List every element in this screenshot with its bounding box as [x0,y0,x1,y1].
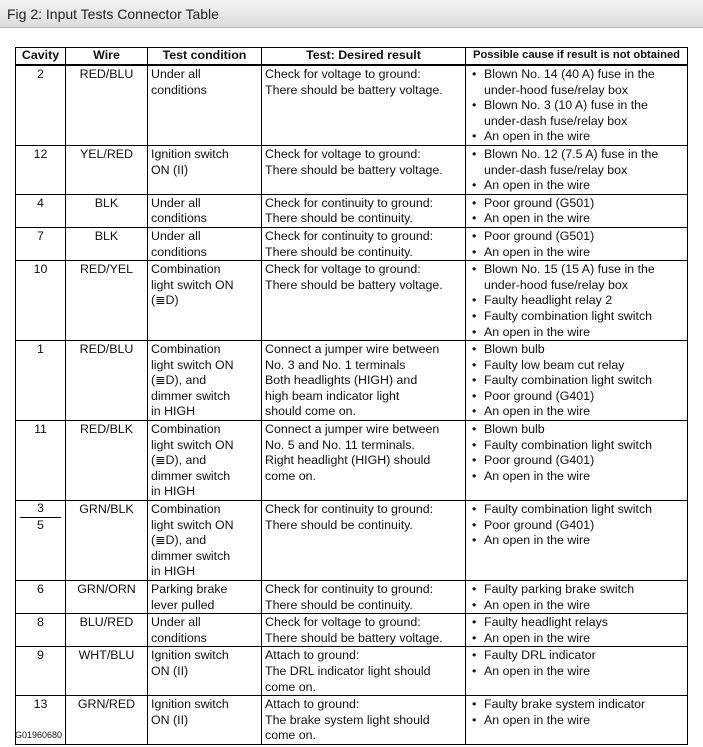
possible-cause-item: • Poor ground (G501) [469,196,684,212]
possible-cause-list [469,196,684,227]
possible-cause-item: • Blown No. 3 (10 A) fuse in the under-dash fuse/relay box [469,98,684,129]
wire-color-cell: BLK [66,227,148,260]
possible-cause-cell [466,194,688,227]
cavity-cell: 7 [16,227,66,260]
possible-cause-item: • Faulty combination light switch [469,438,684,454]
connector-table-wrapper [15,47,688,745]
table-row [16,194,688,227]
test-condition-cell: Ignition switch ON (II) [148,696,262,745]
table-row [16,145,688,194]
possible-cause-item: • An open in the wire [469,211,684,227]
possible-cause-item: • Blown No. 15 (15 A) fuse in the under-hood fuse/relay box [469,262,684,293]
possible-cause-item: • An open in the wire [469,664,684,680]
cavity-cell: 12 [16,145,66,194]
possible-cause-list [469,147,684,194]
wire-color-cell: GRN/ORN [66,581,148,614]
possible-cause-cell [466,341,688,421]
table-row [16,696,688,745]
figure-title: Fig 2: Input Tests Connector Table [7,6,219,22]
table-row [16,421,688,501]
wire-color-cell: GRN/BLK [66,501,148,581]
possible-cause-item: • Blown No. 14 (40 A) fuse in the under-hood fuse/relay box [469,67,684,98]
col-header-desired-result: Test: Desired result [262,48,466,66]
test-condition-cell: Combination light switch ON (≣D), and dimmer switch in HIGH [148,341,262,421]
possible-cause-item: • An open in the wire [469,713,684,729]
possible-cause-item: • Faulty combination light switch [469,373,684,389]
table-row [16,65,688,145]
wire-color-cell: YEL/RED [66,145,148,194]
possible-cause-item: • Faulty combination light switch [469,309,684,325]
wire-color-cell: RED/BLU [66,65,148,145]
possible-cause-item: • An open in the wire [469,533,684,549]
desired-result-cell: Connect a jumper wire between No. 3 and No. 1 terminals Both headlights (HIGH) and high beam indicator light should come on. [262,341,466,421]
cavity-cell: 9 [16,647,66,696]
possible-cause-cell [466,501,688,581]
possible-cause-cell [466,581,688,614]
possible-cause-cell [466,145,688,194]
possible-cause-item: • An open in the wire [469,178,684,194]
possible-cause-cell [466,696,688,745]
desired-result-cell: Check for continuity to ground: There should be continuity. [262,194,466,227]
col-header-test-condition: Test condition [148,48,262,66]
test-condition-cell: Combination light switch ON (≣D), and dimmer switch in HIGH [148,421,262,501]
cavity-cell: 6 [16,581,66,614]
col-header-possible-cause: Possible cause if result is not obtained [466,48,688,66]
wire-color-cell: BLK [66,194,148,227]
wire-color-cell: WHT/BLU [66,647,148,696]
possible-cause-item: • Faulty low beam cut relay [469,358,684,374]
test-condition-cell: Ignition switch ON (II) [148,145,262,194]
desired-result-cell: Attach to ground: The DRL indicator light should come on. [262,647,466,696]
possible-cause-cell [466,65,688,145]
wire-color-cell: BLU/RED [66,614,148,647]
test-condition-cell: Combination light switch ON (≣D) [148,261,262,341]
wire-color-cell: GRN/RED [66,696,148,745]
possible-cause-item: • An open in the wire [469,245,684,261]
table-row [16,341,688,421]
test-condition-cell: Under all conditions [148,65,262,145]
possible-cause-list [469,502,684,549]
desired-result-cell: Connect a jumper wire between No. 5 and No. 11 terminals. Right headlight (HIGH) should come on. [262,421,466,501]
table-row [16,647,688,696]
table-body [16,65,688,744]
possible-cause-item: • An open in the wire [469,404,684,420]
cavity-cell: 4 [16,194,66,227]
wire-color-cell: RED/YEL [66,261,148,341]
possible-cause-item: • An open in the wire [469,129,684,145]
table-row [16,581,688,614]
possible-cause-item: • An open in the wire [469,598,684,614]
possible-cause-item: • Faulty brake system indicator [469,697,684,713]
test-condition-cell: Under all conditions [148,194,262,227]
possible-cause-list [469,582,684,613]
possible-cause-list [469,342,684,420]
possible-cause-cell [466,227,688,260]
possible-cause-item: • Poor ground (G401) [469,389,684,405]
test-condition-cell: Combination light switch ON (≣D), and dimmer switch in HIGH [148,501,262,581]
figure-code: G01960680 [15,730,63,740]
possible-cause-cell [466,614,688,647]
wire-color-cell: RED/BLK [66,421,148,501]
possible-cause-item: • Blown bulb [469,342,684,358]
table-row [16,614,688,647]
cavity-number: 5 [37,517,44,532]
desired-result-cell: Check for voltage to ground: There should be battery voltage. [262,261,466,341]
desired-result-cell: Check for voltage to ground: There should be battery voltage. [262,614,466,647]
possible-cause-item: • Faulty combination light switch [469,502,684,518]
desired-result-cell: Attach to ground: The brake system light should come on. [262,696,466,745]
test-condition-cell: Under all conditions [148,614,262,647]
possible-cause-list [469,697,684,728]
wire-color-cell: RED/BLU [66,341,148,421]
possible-cause-list [469,229,684,260]
possible-cause-item: • An open in the wire [469,325,684,341]
table-row [16,501,688,581]
desired-result-cell: Check for voltage to ground: There should be battery voltage. [262,145,466,194]
cavity-cell: 2 [16,65,66,145]
test-condition-cell: Under all conditions [148,227,262,260]
table-row [16,261,688,341]
figure-title-bar [0,0,703,28]
desired-result-cell: Check for continuity to ground: There should be continuity. [262,227,466,260]
desired-result-cell: Check for continuity to ground: There should be continuity. [262,501,466,581]
input-tests-connector-table [15,47,688,745]
cavity-cell: 10 [16,261,66,341]
col-header-cavity: Cavity [16,48,66,66]
desired-result-cell: Check for voltage to ground: There should be battery voltage. [262,65,466,145]
table-row [16,227,688,260]
possible-cause-list [469,615,684,646]
cavity-number: 3 [20,501,61,518]
cavity-cell: 13 [16,696,66,745]
possible-cause-item: • Poor ground (G401) [469,518,684,534]
possible-cause-item: • An open in the wire [469,469,684,485]
possible-cause-item: • Faulty headlight relay 2 [469,293,684,309]
possible-cause-item: • Blown No. 12 (7.5 A) fuse in the under-dash fuse/relay box [469,147,684,178]
possible-cause-item: • Blown bulb [469,422,684,438]
possible-cause-cell [466,421,688,501]
possible-cause-cell [466,261,688,341]
cavity-cell: 11 [16,421,66,501]
possible-cause-item: • Faulty parking brake switch [469,582,684,598]
col-header-wire: Wire [66,48,148,66]
cavity-cell: 8 [16,614,66,647]
test-condition-cell: Ignition switch ON (II) [148,647,262,696]
possible-cause-list [469,67,684,145]
table-header-row [16,48,688,66]
cavity-cell [16,501,66,581]
possible-cause-cell [466,647,688,696]
possible-cause-item: • Faulty DRL indicator [469,648,684,664]
test-condition-cell: Parking brake lever pulled [148,581,262,614]
possible-cause-item: • Faulty headlight relays [469,615,684,631]
possible-cause-item: • Poor ground (G501) [469,229,684,245]
possible-cause-list [469,262,684,340]
possible-cause-list [469,422,684,484]
desired-result-cell: Check for continuity to ground: There should be continuity. [262,581,466,614]
possible-cause-list [469,648,684,679]
possible-cause-item: • Poor ground (G401) [469,453,684,469]
possible-cause-item: • An open in the wire [469,631,684,647]
cavity-cell: 1 [16,341,66,421]
